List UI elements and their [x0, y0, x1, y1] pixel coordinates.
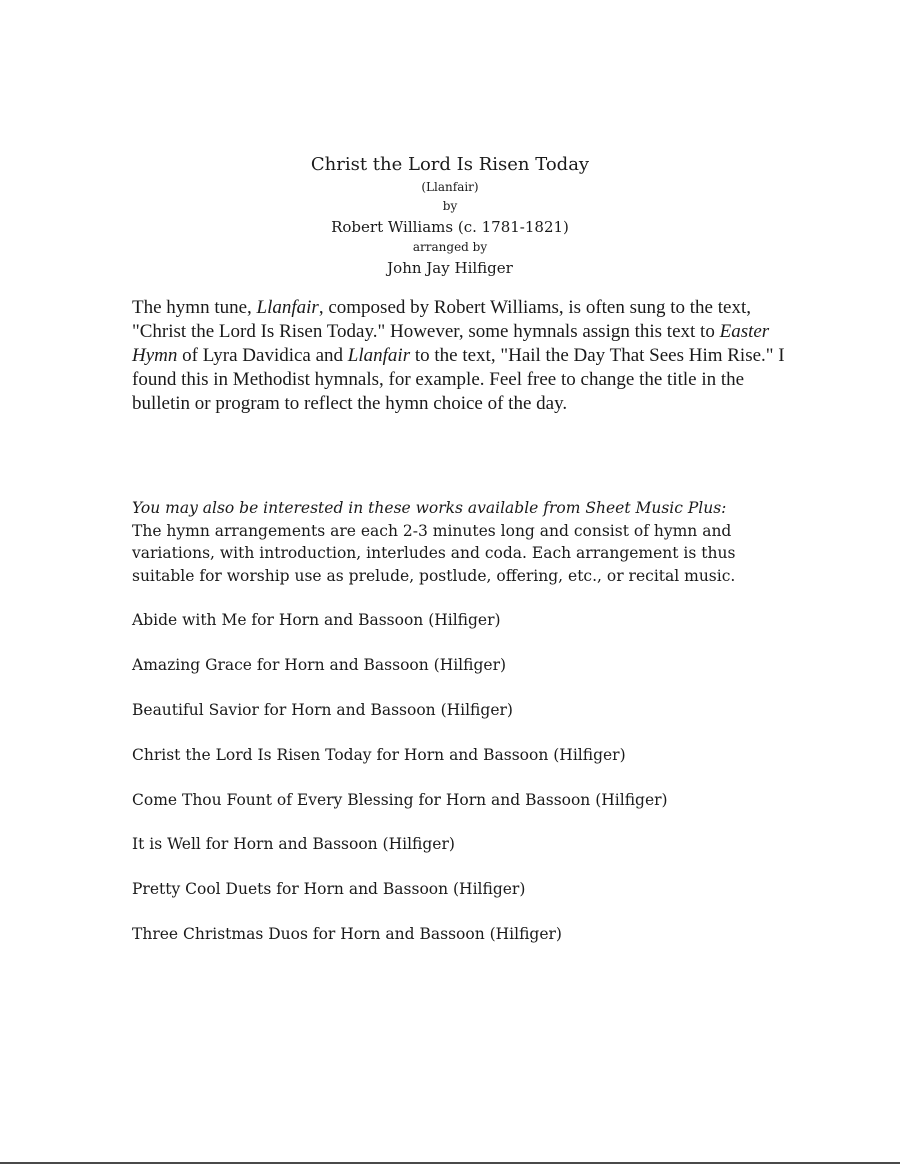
work-item: Three Christmas Duos for Horn and Bassoon (Hilfiger) [132, 925, 562, 944]
by-label: by [442, 199, 458, 213]
piece-title: Christ the Lord Is Risen Today [310, 154, 590, 175]
work-item: Beautiful Savior for Horn and Bassoon (Hilfiger) [132, 700, 513, 719]
tune-name-italic: Llanfair [256, 297, 319, 318]
intro-text-4: to the text, "Hail the Day That Sees Him Rise." I found this in Methodist hymnals, for example. Feel free to change the title in the bulletin or program to reflect the hymn choice of the day. [132, 345, 785, 414]
tune-name-italic-2: Llanfair [347, 345, 411, 366]
work-item: Abide with Me for Horn and Bassoon (Hilfiger) [132, 611, 501, 629]
intro-text-3: of Lyra Davidica and [177, 345, 348, 366]
promo-body: The hymn arrangements are each 2-3 minutes long and consist of hymn and variations, with introduction, interludes and coda. Each arrangement is thus suitable for worship use as prelude, postlude, offering, etc., or recital music. [132, 521, 736, 585]
work-item: Christ the Lord Is Risen Today for Horn and Bassoon (Hilfiger) [132, 745, 626, 764]
intro-text-1: The hymn tune, [132, 297, 257, 318]
easter-hymn-italic: Easter Hymn [132, 321, 770, 366]
tune-name: (Llanfair) [421, 180, 479, 194]
intro-text-2: , composed by Robert Williams, is often sung to the text, "Christ the Lord Is Risen Today." However, some hymnals assign this text to [132, 297, 751, 342]
work-item: It is Well for Horn and Bassoon (Hilfiger) [132, 835, 455, 854]
work-item: Pretty Cool Duets for Horn and Bassoon (Hilfiger) [132, 880, 526, 899]
title-block [0, 152, 900, 279]
promo-lead: You may also be interested in these works available from Sheet Music Plus: [132, 499, 727, 517]
work-item: Come Thou Fount of Every Blessing for Horn and Bassoon (Hilfiger) [132, 790, 668, 809]
arranger-credit: John Jay Hilfiger [387, 259, 513, 277]
arranged-by-label: arranged by [412, 240, 488, 254]
intro-paragraph [132, 296, 792, 416]
composer-credit: Robert Williams (c. 1781-1821) [331, 218, 569, 236]
promo-paragraph [132, 497, 792, 587]
works-list [132, 609, 668, 968]
work-item: Amazing Grace for Horn and Bassoon (Hilfiger) [132, 655, 507, 674]
